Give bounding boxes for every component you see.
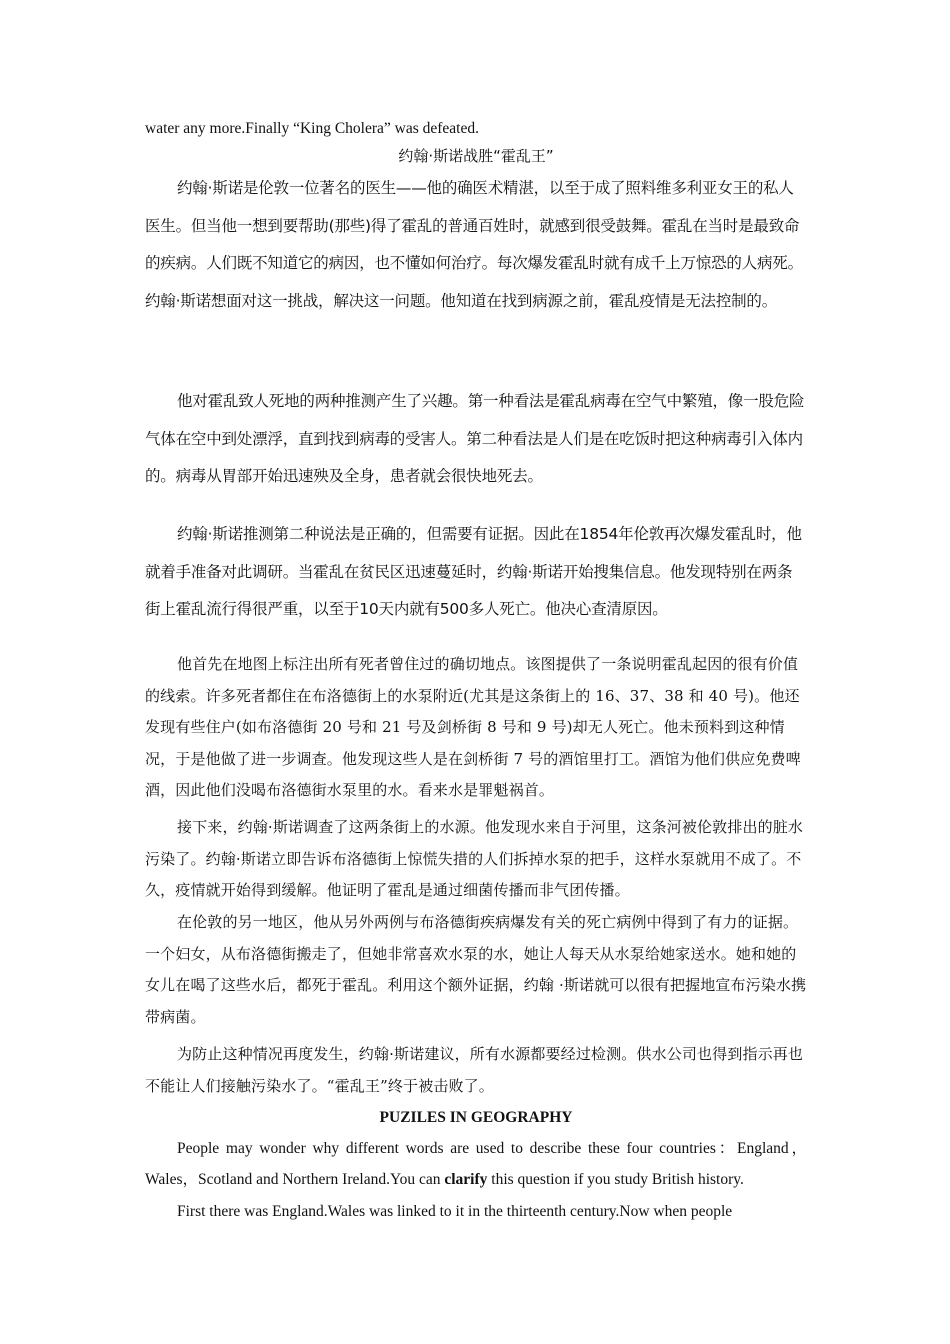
english-section-title: PUZILES IN GEOGRAPHY bbox=[379, 1109, 573, 1126]
top-text-fragment: water any more.Finally “King Cholera” was defeated. bbox=[145, 120, 479, 137]
cn-paragraph: 约翰·斯诺推测第二种说法是正确的，但需要有证据。因此在1854年伦敦再次爆发霍乱时，他就着手准备对此调研。当霍乱在贫民区迅速蔓延时，约翰·斯诺开始搜集信息。他发现特别在两条街上霍乱流行得很严重，以至于10天内就有500多人死亡。他决心查清原因。 bbox=[145, 525, 802, 618]
en-paragraph bbox=[145, 1133, 807, 1195]
cn-paragraph: 他对霍乱致人死地的两种推测产生了兴趣。第一种看法是霍乱病毒在空气中繁殖，像一股危险气体在空中到处漂浮，直到找到病毒的受害人。第二种看法是人们是在吃饭时把这种病毒引入体内的。病毒从胃部开始迅速殃及全身，患者就会很快地死去。 bbox=[145, 392, 805, 485]
cn-paragraph: 他首先在地图上标注出所有死者曾住过的确切地点。该图提供了一条说明霍乱起因的很有价值的线索。许多死者都住在布洛德街上的水泵附近(尤其是这条街上的 16、37、38 和 40 号)。他还发现有些住户(如布洛德街 20 号和 21 号及剑桥街 8 号和 9 号)却无人死亡。他未预料到这种情况，于是他做了进一步调查。他发现这些人是在剑桥街 7 号的酒馆里打工。酒馆为他们供应免费啤酒，因此他们没喝布洛德街水泵里的水。看来水是罪魁祸首。 bbox=[145, 655, 801, 799]
cn-paragraph: 在伦敦的另一地区，他从另外两例与布洛德街疾病爆发有关的死亡病例中得到了有力的证据。一个妇女，从布洛德街搬走了，但她非常喜欢水泵的水，她让人每天从水泵给她家送水。她和她的女儿在喝了这些水后，都死于霍乱。利用这个额外证据，约翰 ·斯诺就可以很有把握地宣布污染水携带病菌。 bbox=[145, 913, 807, 1026]
chinese-section-title: 约翰·斯诺战胜“霍乱王” bbox=[398, 147, 554, 165]
en-paragraph: First there was England.Wales was linked to it in the thirteenth century.Now when people bbox=[177, 1203, 733, 1220]
en-paragraph-text: this question if you study British history. bbox=[487, 1171, 744, 1188]
cn-paragraph: 约翰·斯诺是伦敦一位著名的医生——他的确医术精湛，以至于成了照料维多利亚女王的私人医生。但当他一想到要帮助(那些)得了霍乱的普通百姓时，就感到很受鼓舞。霍乱在当时是最致命的疾病。人们既不知道它的病因，也不懂如何治疗。每次爆发霍乱时就有成千上万惊恐的人病死。约翰·斯诺想面对这一挑战，解决这一问题。他知道在找到病源之前，霍乱疫情是无法控制的。 bbox=[145, 179, 803, 310]
cn-paragraph: 接下来，约翰·斯诺调查了这两条街上的水源。他发现水来自于河里，这条河被伦敦排出的脏水污染了。约翰·斯诺立即告诉布洛德街上惊慌失措的人们拆掉水泵的把手，这样水泵就用不成了。不久，疫情就开始得到缓解。他证明了霍乱是通过细菌传播而非气团传播。 bbox=[145, 818, 804, 899]
cn-paragraph: 为防止这种情况再度发生，约翰·斯诺建议，所有水源都要经过检测。供水公司也得到指示再也不能让人们接触污染水了。“霍乱王”终于被击败了。 bbox=[145, 1045, 804, 1095]
bold-keyword: clarify bbox=[444, 1171, 488, 1188]
en-paragraph-text: People may wonder why different words are used to describe these four countries：England，Wales，Scotland and Northern Ireland.You can bbox=[145, 1140, 807, 1188]
